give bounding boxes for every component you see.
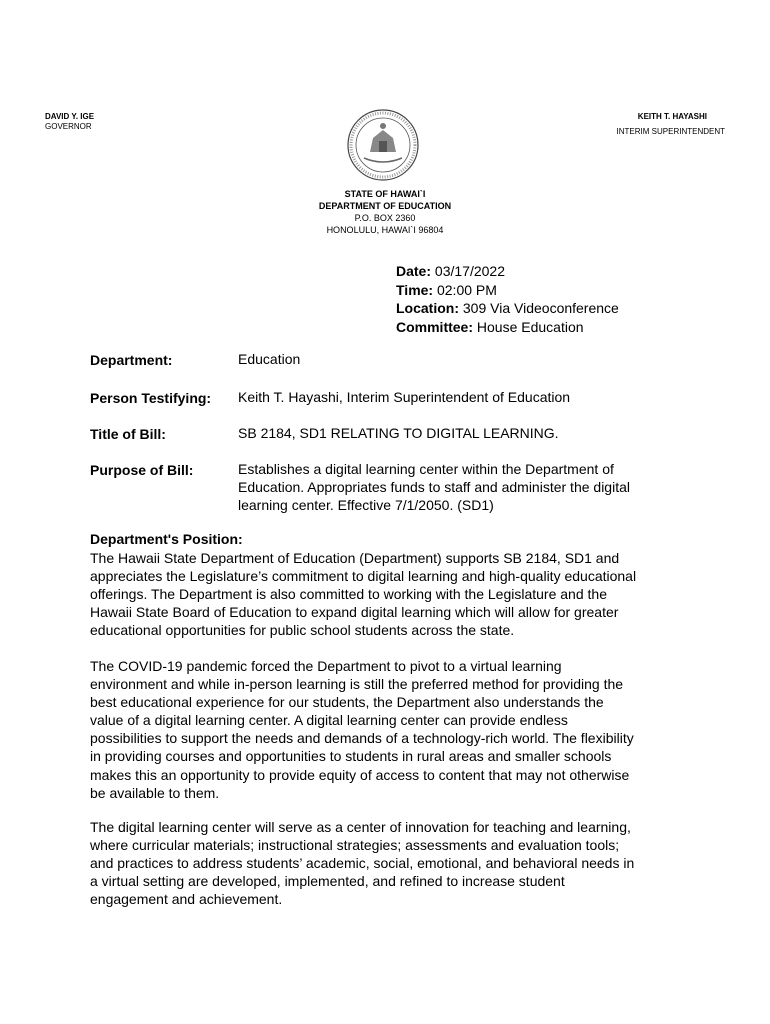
governor-title: GOVERNOR (45, 122, 92, 131)
paragraph-line: best educational experience for our students, the Department also understands the (90, 694, 604, 711)
paragraph-line: possibilities to support the needs and demands of a technology-rich world. The flexibility (90, 730, 634, 747)
agency-line-department: DEPARTMENT OF EDUCATION (318, 201, 452, 211)
department-label: Department: (90, 352, 173, 368)
agency-address (285, 188, 485, 236)
paragraph-line: where curricular materials; instructional strategies; assessments and evaluation tools; (90, 837, 620, 854)
hearing-committee: Committee: House Education (396, 318, 584, 335)
paragraph-line: Hawaii State Board of Education to expand digital learning which will allow for greater (90, 604, 619, 621)
governor-block (45, 112, 94, 132)
paragraph-line: makes this an opportunity to provide equity of access to content that may not otherwise (90, 766, 630, 783)
person-testifying-label: Person Testifying: (90, 390, 212, 406)
title-of-bill-value: SB 2184, SD1 RELATING TO DIGITAL LEARNING. (238, 425, 559, 441)
agency-line-city: HONOLULU, HAWAI`I 96804 (326, 225, 444, 235)
paragraph-line: educational opportunities for public school students across the state. (90, 622, 515, 639)
paragraph-line: appreciates the Legislature’s commitment to digital learning and high-quality educational (90, 568, 637, 585)
superintendent-name: KEITH T. HAYASHI (637, 112, 707, 121)
agency-line-state: STATE OF HAWAI`I (344, 189, 426, 199)
purpose-of-bill-value (238, 460, 678, 514)
paragraph-line: The COVID-19 pandemic forced the Department to pivot to a virtual learning (90, 658, 562, 674)
paragraph-line: offerings. The Department is also committed to working with the Legislature and the (90, 586, 607, 603)
purpose-line: learning center. Effective 7/1/2050. (SD1) (238, 497, 494, 513)
purpose-line: Education. Appropriates funds to staff and administer the digital (238, 479, 630, 495)
position-paragraph-2 (90, 657, 690, 802)
hearing-date: Date: 03/17/2022 (396, 263, 505, 279)
paragraph-line: The Hawaii State Department of Education (Department) supports SB 2184, SD1 and (90, 550, 620, 566)
position-paragraph-1 (90, 549, 690, 639)
hearing-time: Time: 02:00 PM (396, 281, 497, 298)
superintendent-title: INTERIM SUPERINTENDENT (616, 127, 725, 136)
governor-name: DAVID Y. IGE (45, 112, 95, 121)
paragraph-line: The digital learning center will serve as a center of innovation for teaching and learning, (90, 819, 631, 835)
title-of-bill-label: Title of Bill: (90, 426, 166, 442)
position-heading: Department's Position: (90, 531, 243, 547)
paragraph-line: value of a digital learning center. A digital learning center can provide endless (90, 712, 568, 729)
hearing-info (396, 262, 619, 336)
paragraph-line: environment and while in-person learning is still the preferred method for providing the (90, 676, 624, 693)
hearing-location: Location: 309 Via Videoconference (396, 300, 619, 316)
position-paragraph-3 (90, 818, 690, 908)
paragraph-line: in providing courses and opportunities to students in rural areas and smaller schools (90, 748, 612, 765)
superintendent-block (590, 112, 725, 137)
agency-line-pobox: P.O. BOX 2360 (354, 213, 416, 223)
state-seal-icon (346, 108, 420, 182)
paragraph-line: be available to them. (90, 784, 220, 801)
purpose-line: Establishes a digital learning center within the Department of (238, 461, 614, 477)
department-value: Education (238, 351, 301, 367)
purpose-of-bill-label: Purpose of Bill: (90, 462, 194, 478)
paragraph-line: engagement and achievement. (90, 891, 283, 908)
paragraph-line: a virtual setting are developed, implemented, and refined to increase student (90, 873, 565, 890)
paragraph-line: and practices to address students’ academic, social, emotional, and behavioral needs in (90, 855, 635, 872)
person-testifying-value: Keith T. Hayashi, Interim Superintendent of Education (238, 389, 571, 405)
